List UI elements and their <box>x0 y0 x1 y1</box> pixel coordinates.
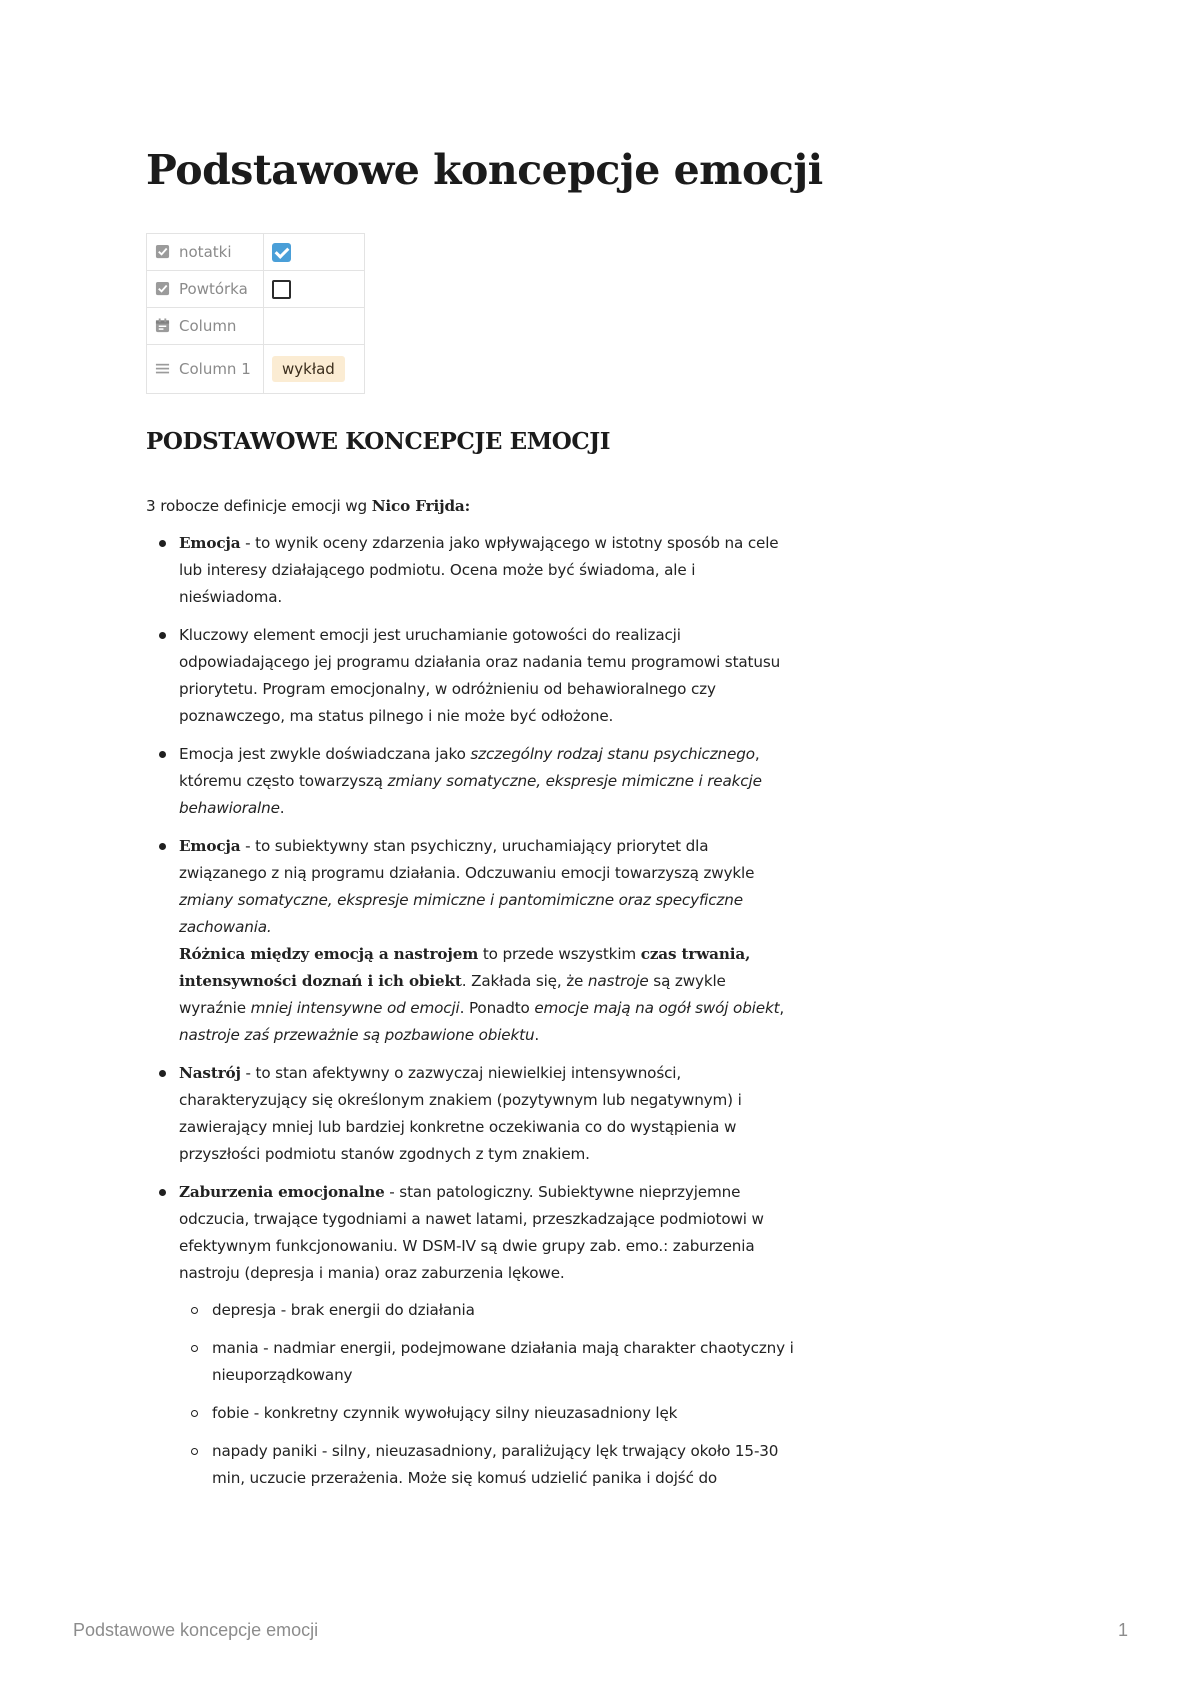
properties-table <box>146 233 365 394</box>
item-text: Emocja jest zwykle doświadczana jako <box>179 745 471 763</box>
checked-checkbox[interactable] <box>272 243 291 262</box>
text-lines-property-icon <box>155 361 170 376</box>
item-bold: czas trwania, intensywności doznań i ich obiekt <box>179 945 751 990</box>
section-heading: PODSTAWOWE KONCEPCJE EMOCJI <box>146 428 611 455</box>
item-text: . <box>534 1026 540 1044</box>
item-italic: zmiany somatyczne, ekspresje mimiczne i pantomimiczne oraz specyficzne zachowania. <box>179 891 743 936</box>
item-text: . Ponadto <box>459 999 535 1017</box>
property-key[interactable] <box>147 345 264 394</box>
checkbox-property-icon <box>155 244 170 259</box>
sub-list-item: depresja - brak energii do działania <box>212 1297 796 1324</box>
page-title: Podstawowe koncepcje emocji <box>146 146 823 194</box>
property-key[interactable] <box>147 234 264 271</box>
item-italic: emocje mają na ogół swój obiekt <box>534 999 780 1017</box>
item-term: Emocja <box>179 837 241 855</box>
property-value[interactable] <box>264 345 365 394</box>
list-item <box>179 833 796 1049</box>
item-text: - to subiektywny stan psychiczny, uruchamiający priorytet dla związanego z nią programu działania. Odczuwaniu emocji towarzyszą zwykle <box>179 837 755 882</box>
select-tag[interactable]: wykład <box>272 356 345 382</box>
item-text: - to wynik oceny zdarzenia jako wpływającego w istotny sposób na cele lub interesy działającego podmiotu. Ocena może być świadoma, ale i nieświadoma. <box>179 534 779 606</box>
property-row <box>147 345 365 394</box>
property-value[interactable] <box>264 271 365 308</box>
item-text: to przede wszystkim <box>478 945 641 963</box>
item-text: są zwykle wyraźnie <box>179 972 726 1017</box>
item-text: . Zakłada się, że <box>461 972 588 990</box>
item-text: Kluczowy element emocji jest uruchamianie gotowości do realizacji odpowiadającego jej programu działania oraz nadania temu programowi statusu priorytetu. Program emocjonalny, w odróżnieniu od behawioralnego czy poznawczego, ma status pilnego i nie może być odłożone. <box>179 626 781 725</box>
footer-title: Podstawowe koncepcje emocji <box>73 1620 319 1640</box>
property-key[interactable] <box>147 308 264 345</box>
document-body <box>146 493 796 1503</box>
item-text: . <box>279 799 285 817</box>
item-italic: mniej intensywne od emocji <box>250 999 460 1017</box>
intro-paragraph <box>146 493 796 520</box>
unchecked-checkbox[interactable] <box>272 280 291 299</box>
list-item <box>179 741 796 822</box>
item-text: , <box>779 999 785 1017</box>
item-term: Zaburzenia emocjonalne <box>179 1183 385 1201</box>
item-italic: nastroje zaś przeważnie są pozbawione obiektu <box>179 1026 535 1044</box>
property-key-label: Column <box>179 317 237 335</box>
item-italic: nastroje <box>587 972 649 990</box>
sub-list <box>179 1297 796 1492</box>
calendar-property-icon <box>155 318 170 333</box>
checkbox-property-icon <box>155 281 170 296</box>
definition-list <box>146 530 796 1492</box>
property-key-label: Column 1 <box>179 360 251 378</box>
item-text: , któremu często towarzyszą <box>179 745 760 790</box>
sub-list-item: fobie - konkretny czynnik wywołujący silny nieuzasadniony lęk <box>212 1400 796 1427</box>
intro-text: 3 robocze definicje emocji wg <box>146 497 372 515</box>
property-row <box>147 234 365 271</box>
intro-bold: Nico Frijda: <box>371 497 471 515</box>
property-row <box>147 271 365 308</box>
item-italic: zmiany somatyczne, ekspresje mimiczne i reakcje behawioralne <box>179 772 762 817</box>
property-value[interactable] <box>264 234 365 271</box>
footer-page-number: 1 <box>1117 1620 1128 1640</box>
sub-list-item: mania - nadmiar energii, podejmowane działania mają charakter chaotyczny i nieuporządkowany <box>212 1335 796 1389</box>
property-key-label: notatki <box>179 243 232 261</box>
sub-list-item: napady paniki - silny, nieuzasadniony, paraliżujący lęk trwający około 15-30 min, uczucie przerażenia. Może się komuś udzielić panika i dojść do <box>212 1438 796 1492</box>
property-value[interactable] <box>264 308 365 345</box>
item-text: - stan patologiczny. Subiektywne nieprzyjemne odczucia, trwające tygodniami a nawet latami, przeszkadzające podmiotowi w efektywnym funkcjonowaniu. W DSM-IV są dwie grupy zab. emo.: zaburzenia nastroju (depresja i mania) oraz zaburzenia lękowe. <box>179 1183 764 1282</box>
list-item <box>179 1179 796 1492</box>
item-bold: Różnica między emocją a nastrojem <box>179 945 479 963</box>
item-term: Nastrój <box>179 1064 241 1082</box>
item-term: Emocja <box>179 534 241 552</box>
list-item <box>179 622 796 730</box>
list-item <box>179 1060 796 1168</box>
item-italic: szczególny rodzaj stanu psychicznego <box>470 745 755 763</box>
property-key[interactable] <box>147 271 264 308</box>
list-item <box>179 530 796 611</box>
item-text: - to stan afektywny o zazwyczaj niewielkiej intensywności, charakteryzujący się określonym znakiem (pozytywnym lub negatywnym) i zawierający mniej lub bardziej konkretne oczekiwania co do wystąpienia w przyszłości podmiotu stanów zgodnych z tym znakiem. <box>179 1064 742 1163</box>
property-row <box>147 308 365 345</box>
property-key-label: Powtórka <box>179 280 248 298</box>
